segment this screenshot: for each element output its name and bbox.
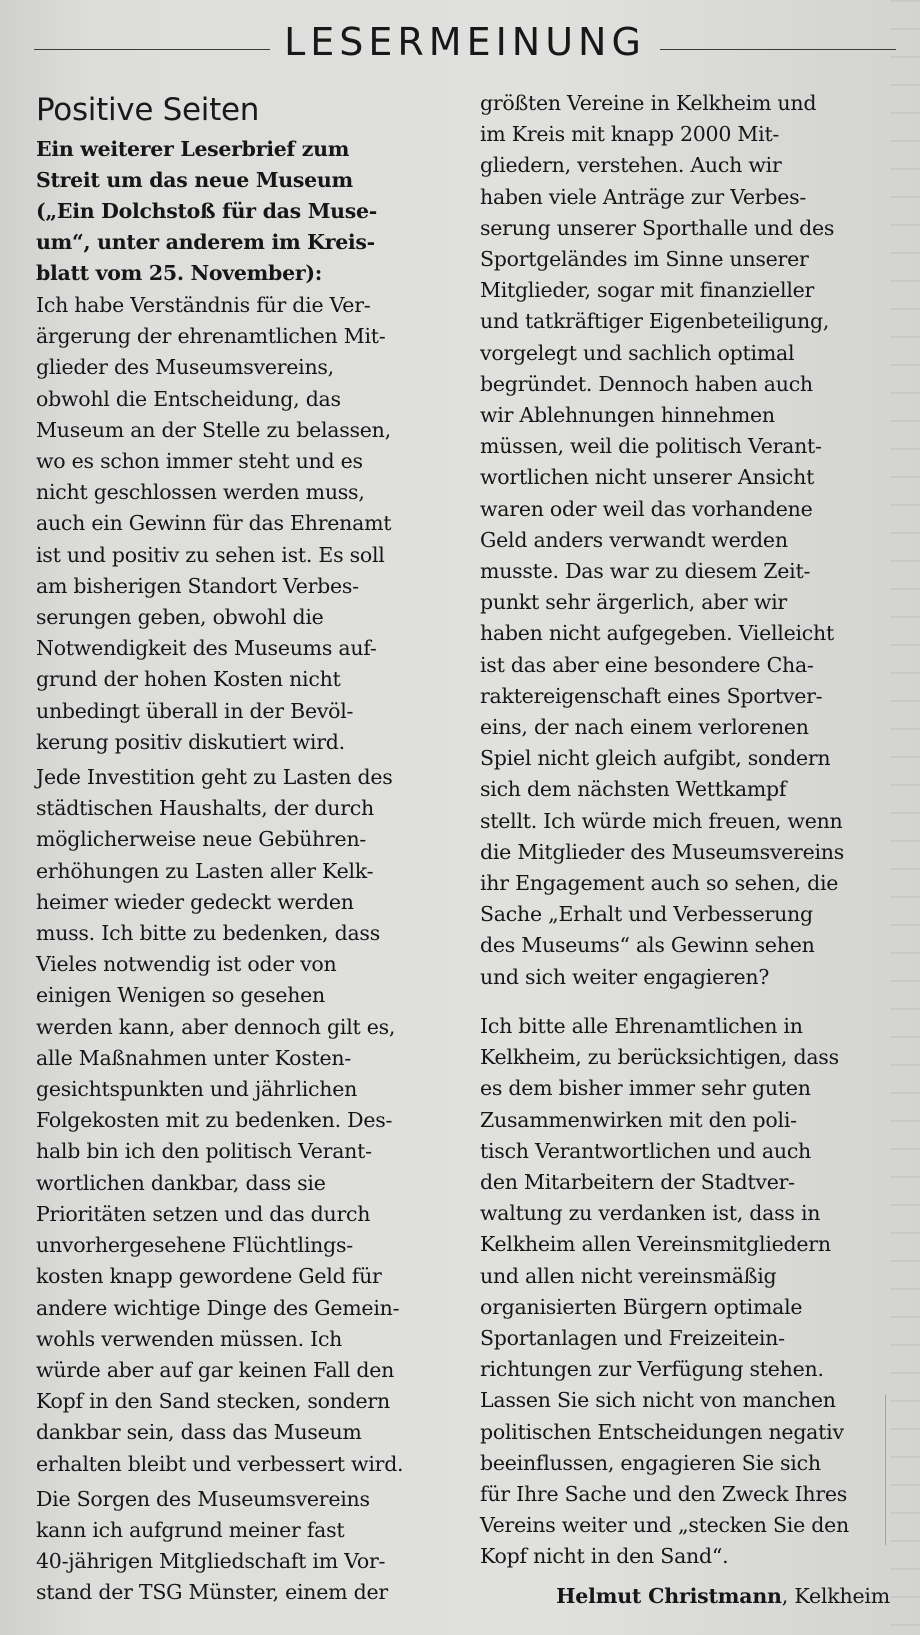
header-rule-right (660, 49, 896, 50)
section-title: LESERMEINUNG (284, 20, 646, 64)
article-paragraph: Die Sorgen des Museumsvereins kann ich aufgrund meiner fast 40-jährigen Mitgliedschaft im Vor- stand der TSG Münster, einem der (36, 1486, 388, 1605)
article-paragraph: Ich habe Verständnis für die Ver- ärgerung der ehrenamtlichen Mit- glieder des Museumsvereins, obwohl die Entscheidung, das Museum an der Stelle zu belassen, wo es schon immer steht und es nicht geschlossen werden muss, auch ein Gewinn für das Ehrenamt ist und positiv zu sehen ist. Es soll am bisherigen Standort Verbes- serungen geben, obwohl die Notwendigkeit des Museums auf- grund der hohen Kosten nicht unbedingt überall in der Bevöl- kerung positiv diskutiert wird. (36, 293, 392, 754)
author-name: Helmut Christmann (556, 1583, 782, 1608)
paragraph-gap (480, 997, 890, 1011)
header-rule-left (34, 49, 270, 50)
bleed-through-shadow (890, 0, 920, 1635)
author-signature (480, 1581, 890, 1611)
article-column-left (36, 88, 446, 1613)
article-intro: Ein weiterer Leserbrief zum Streit um das neue Museum („Ein Dolchstoß für das Muse- um“, unter anderem im Kreis- blatt vom 25. November): (36, 137, 377, 285)
article-paragraph: größten Vereine in Kelkheim und im Kreis mit knapp 2000 Mit- gliedern, verstehen. Auch wir haben viele Anträge zur Verbes- serung unserer Sporthalle und des Sportgeländes im Sinne unserer Mitglieder, sogar mit finanzieller und tatkräftiger Eigenbeteiligung, vorgelegt und sachlich optimal begründet. Dennoch haben auch wir Ablehnungen hinnehmen müssen, weil die politisch Verant- wortlichen nicht unserer Ansicht waren oder weil das vorhandene Geld anders verwandt werden musste. Das war zu diesem Zeit- punkt sehr ärgerlich, aber wir haben nicht aufgegeben. Vielleicht ist das aber eine besondere Cha- raktereigenschaft eines Sportver- eins, der nach einem verlorenen Spiel nicht gleich aufgibt, sondern sich dem nächsten Wettkampf stellt. Ich würde mich freuen, wenn die Mitglieder des Museumsvereins ihr Engagement auch so sehen, die Sache „Erhalt und Verbesserung des Museums“ als Gewinn sehen und sich weiter engagieren? (480, 91, 845, 989)
article-title: Positive Seiten (36, 92, 260, 128)
author-place: , Kelkheim (781, 1583, 890, 1608)
article-column-right (480, 88, 890, 1611)
column-edge-rule (885, 1395, 886, 1545)
section-header (34, 14, 896, 70)
article-paragraph: Jede Investition geht zu Lasten des städtischen Haushalts, der durch möglicherweise neue Gebühren- erhöhungen zu Lasten aller Kelk- heimer wieder gedeckt werden muss. Ich bitte zu bedenken, dass Vieles notwendig ist oder von einigen Wenigen so gesehen werden kann, aber dennoch gilt es, alle Maßnahmen unter Kosten- gesichtspunkten und jährlichen Folgekosten mit zu bedenken. Des- halb bin ich den politisch Verant- wortlichen dankbar, dass sie Prioritäten setzen und das durch unvorhergesehene Flüchtlings- kosten knapp gewordene Geld für andere wichtige Dinge des Gemein- wohls verwenden müssen. Ich würde aber auf gar keinen Fall den Kopf in den Sand stecken, sondern dankbar sein, dass das Museum erhalten bleibt und verbessert wird. (36, 765, 404, 1476)
article-paragraph: Ich bitte alle Ehrenamtlichen in Kelkheim, zu berücksichtigen, dass es dem bisher immer sehr guten Zusammenwirken mit den poli- tisch Verantwortlichen und auch den Mitarbeitern der Stadtver- waltung zu verdanken ist, dass in Kelkheim allen Vereinsmitgliedern und allen nicht vereinsmäßig organisierten Bürgern optimale Sportanlagen und Freizeitein- richtungen zur Verfügung stehen. Lassen Sie sich nicht von manchen politischen Entscheidungen negativ beeinflussen, engagieren Sie sich für Ihre Sache und den Zweck Ihres Vereins weiter und „stecken Sie den Kopf nicht in den Sand“. (480, 1013, 849, 1569)
